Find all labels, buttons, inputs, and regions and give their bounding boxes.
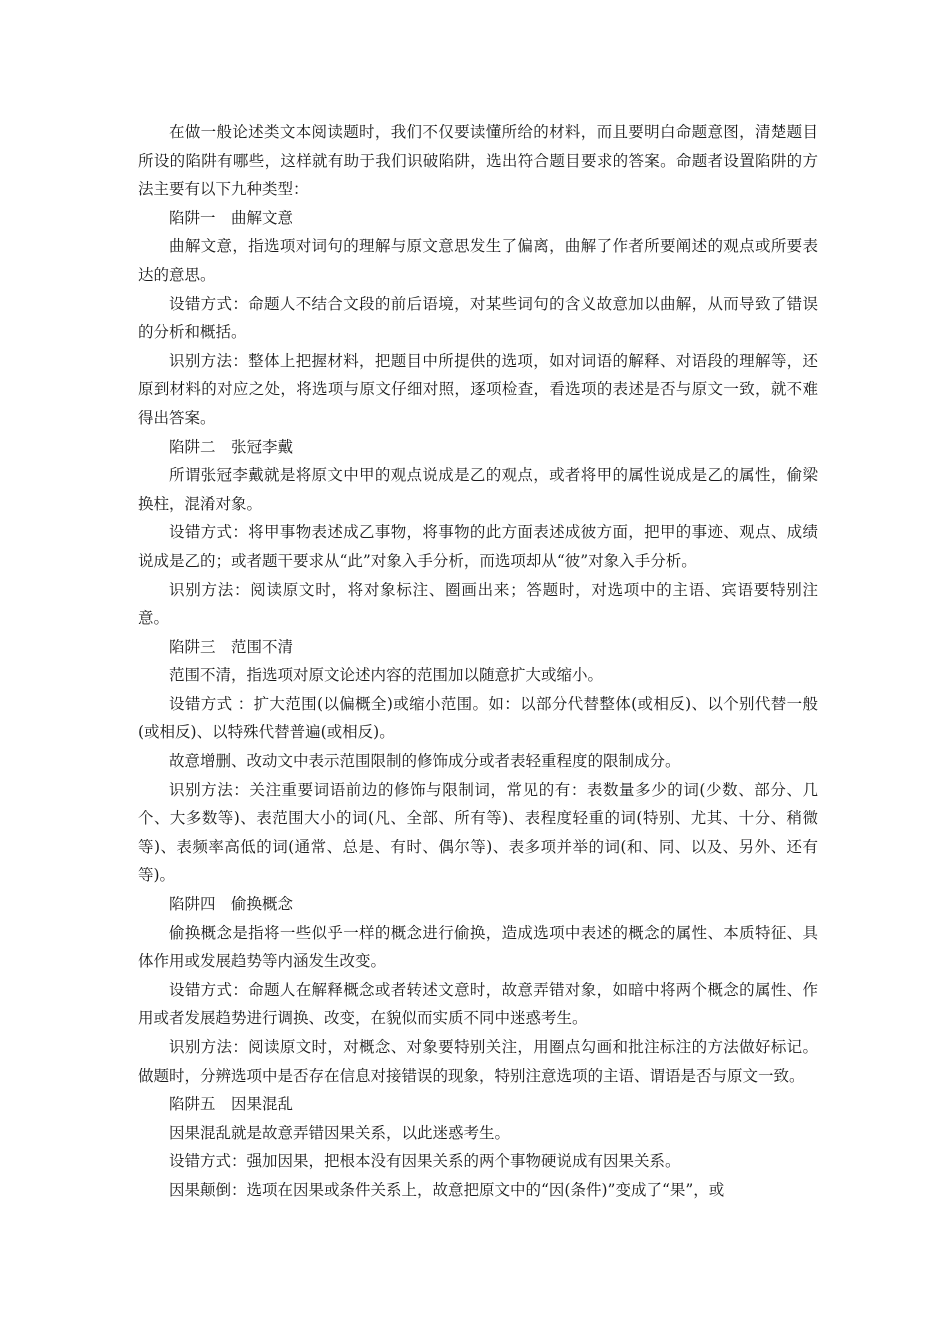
body-paragraph: 故意增删、改动文中表示范围限制的修饰成分或者表轻重程度的限制成分。 [169,752,681,771]
body-paragraph: 识别方法：阅读原文时，对概念、对象要特别关注，用圈点勾画和批注标注的方法做好标记。做题时，分辨选项中是否存在信息对接错误的现象，特别注意选项的主语、谓语是否与原文一致。 [138,1038,818,1085]
body-paragraph: 设错方式：命题人不结合文段的前后语境，对某些词句的含义故意加以曲解，从而导致了错误的分析和概括。 [138,294,818,342]
body-paragraph: 识别方法：阅读原文时，将对象标注、圈画出来；答题时，对选项中的主语、宾语要特别注意。 [138,580,818,628]
body-paragraph: 因果颠倒：选项在因果或条件关系上，故意把原文中的“因(条件)”变成了“果”，或 [169,1180,725,1199]
body-paragraph: 偷换概念是指将一些似乎一样的概念进行偷换，造成选项中表述的概念的属性、本质特征、具体作用或发展趋势等内涵发生改变。 [138,923,818,971]
body-paragraph: 范围不清，指选项对原文论述内容的范围加以随意扩大或缩小。 [169,666,604,685]
body-paragraph: 设错方式：强加因果，把根本没有因果关系的两个事物硬说成有因果关系。 [169,1152,681,1171]
body-paragraph: 设错方式 ：扩大范围(以偏概全)或缩小范围。如：以部分代替整体(或相反)、以个别代替一般(或相反)、以特殊代替普遍(或相反)。 [138,694,818,742]
body-paragraph: 识别方法：关注重要词语前边的修饰与限制词，常见的有：表数量多少的词(少数、部分、几个、大多数等)、表范围大小的词(凡、全部、所有等)、表程度轻重的词(特别、尤其、十分、稍微等)、表频率高低的词(通常、总是、有时、偶尔等)、表多项并举的词(和、同、以及、另外、还有等)。 [138,780,818,885]
section-heading-2: 陷阱二 张冠李戴 [169,437,294,456]
body-paragraph: 所谓张冠李戴就是将原文中甲的观点说成是乙的观点，或者将甲的属性说成是乙的属性，偷梁换柱，混淆对象。 [138,466,818,513]
section-heading-3: 陷阱三 范围不清 [169,637,294,656]
body-paragraph: 因果混乱就是故意弄错因果关系，以此迷惑考生。 [169,1123,511,1142]
body-paragraph: 曲解文意，指选项对词句的理解与原文意思发生了偏离，曲解了作者所要阐述的观点或所要表达的意思。 [138,237,818,284]
body-paragraph: 设错方式：将甲事物表述成乙事物，将事物的此方面表述成彼方面，把甲的事迹、观点、成绩说成是乙的；或者题干要求从“此”对象入手分析，而选项却从“彼”对象入手分析。 [138,523,818,570]
section-heading-1: 陷阱一 曲解文意 [169,208,294,227]
intro-paragraph: 在做一般论述类文本阅读题时，我们不仅要读懂所给的材料，而且要明白命题意图，清楚题目所设的陷阱有哪些，这样就有助于我们识破陷阱，选出符合题目要求的答案。命题者设置陷阱的方法主要有以下九种类型： [138,123,818,199]
section-heading-4: 陷阱四 偷换概念 [169,895,294,914]
section-heading-5: 陷阱五 因果混乱 [169,1095,294,1114]
body-paragraph: 设错方式：命题人在解释概念或者转述文意时，故意弄错对象，如暗中将两个概念的属性、作用或者发展趋势进行调换、改变，在貌似而实质不同中迷惑考生。 [138,980,818,1028]
body-paragraph: 识别方法：整体上把握材料，把题目中所提供的选项，如对词语的解释、对语段的理解等，还原到材料的对应之处，将选项与原文仔细对照，逐项检查，看选项的表述是否与原文一致，就不难得出答案。 [138,351,818,427]
document-body [138,118,818,1205]
